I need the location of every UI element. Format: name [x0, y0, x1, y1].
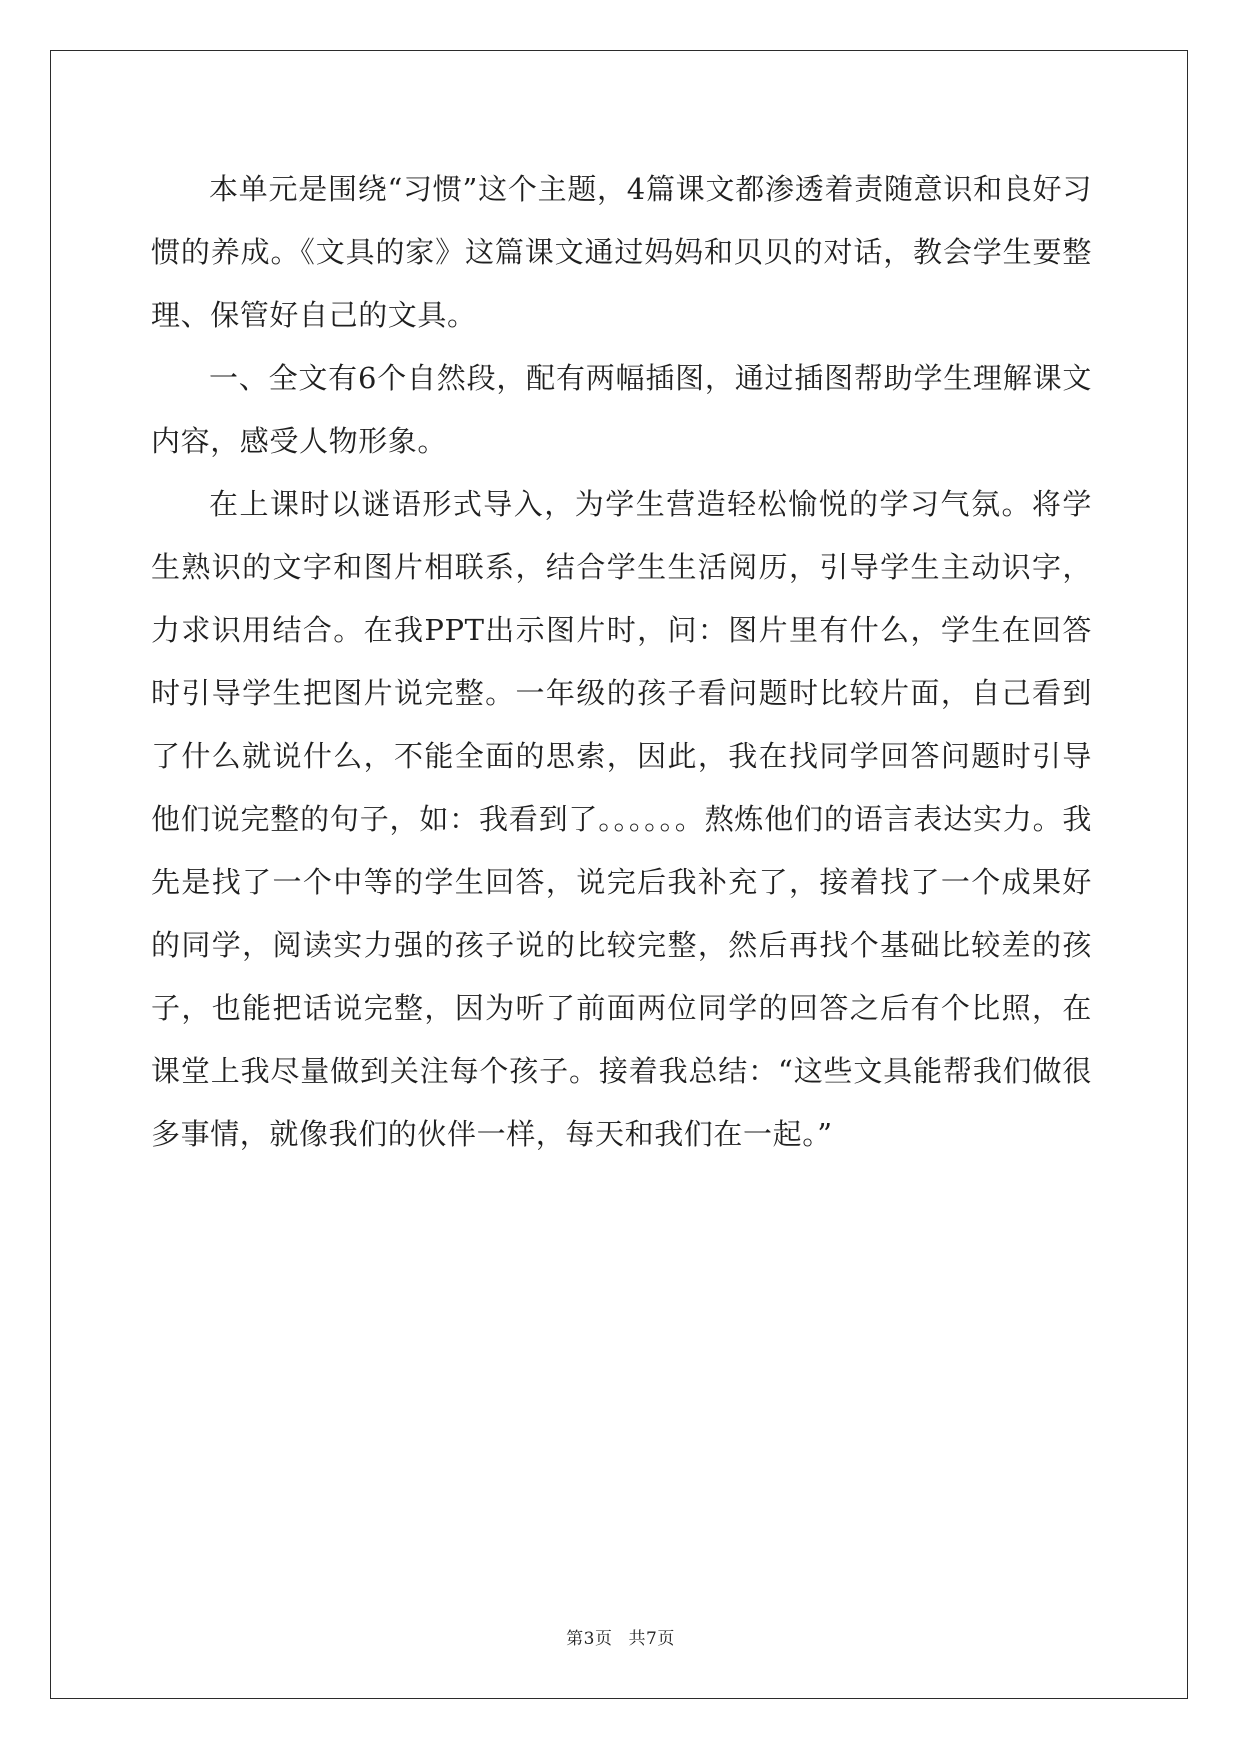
document-body — [151, 158, 1092, 1166]
page-number: 第3页 — [566, 1629, 613, 1649]
page-footer — [0, 1624, 1241, 1649]
page-total: 共7页 — [628, 1629, 675, 1649]
paragraph-intro: 本单元是围绕“习惯”这个主题，4篇课文都渗透着责随意识和良好习惯的养成。《文具的家》这篇课文通过妈妈和贝贝的对话，教会学生要整理、保管好自己的文具。 — [151, 172, 1092, 332]
paragraph-section-one: 一、全文有6个自然段，配有两幅插图，通过插图帮助学生理解课文内容，感受人物形象。 — [151, 361, 1092, 458]
paragraph-lesson-process: 在上课时以谜语形式导入，为学生营造轻松愉悦的学习气氛。将学生熟识的文字和图片相联系，结合学生生活阅历，引导学生主动识字，力求识用结合。在我PPT出示图片时，问：图片里有什么，学生在回答时引导学生把图片说完整。一年级的孩子看问题时比较片面，自己看到了什么就说什么，不能全面的思索，因此，我在找同学回答问题时引导他们说完整的句子，如：我看到了。。。。。。熬炼他们的语言表达实力。我先是找了一个中等的学生回答，说完后我补充了，接着找了一个成果好的同学，阅读实力强的孩子说的比较完整，然后再找个基础比较差的孩子，也能把话说完整，因为听了前面两位同学的回答之后有个比照，在课堂上我尽量做到关注每个孩子。接着我总结：“这些文具能帮我们做很多事情，就像我们的伙伴一样，每天和我们在一起。” — [151, 487, 1092, 1151]
